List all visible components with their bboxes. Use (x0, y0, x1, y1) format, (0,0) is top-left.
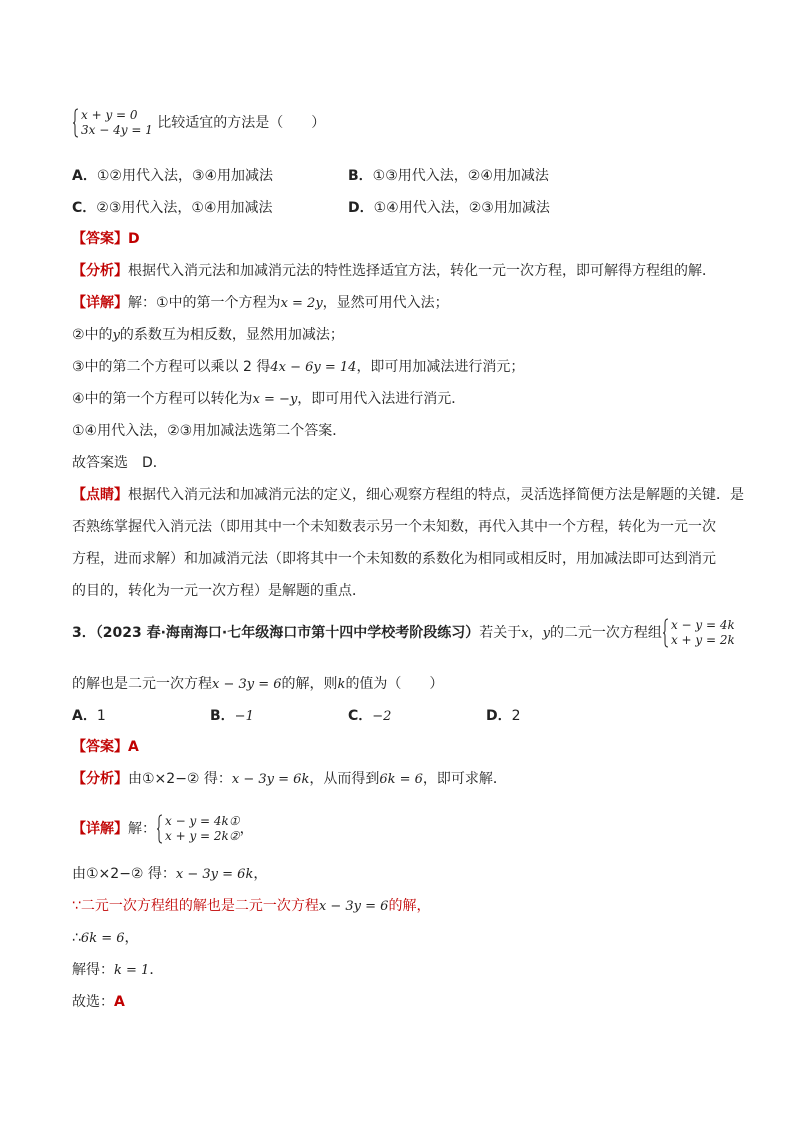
brace-icon (156, 814, 163, 844)
q2-detail-line4: ④中的第一个方程可以转化为x = −y，即可用代入法进行消元． (72, 391, 466, 407)
q2-detail-line2: ②中的y的系数互为相反数，显然用加减法； (72, 327, 344, 343)
q3-stem-line1: 3．（2023 春·海南海口·七年级海口市第十四中学校考阶段练习）若关于x，y的二元一次方程组 x − y = 4k x + y = 2k (72, 618, 735, 647)
q2-comment-line2: 否熟练掌握代入消元法（即用其中一个未知数表示另一个未知数，再代入其中一个方程，转化为一元一次 (72, 519, 716, 535)
q2-comment-line4: 的目的，转化为一元一次方程）是解题的重点． (72, 583, 366, 599)
q3-eq2: x + y = 2k (670, 633, 735, 647)
q2-comment-line3: 方程，进而求解）和加减消元法（即将其中一个未知数的系数化为相同或相反时，用加减法即可达到消元 (72, 551, 716, 567)
q2-equation-system (72, 108, 153, 138)
q3-detail-line2: 由①×2−② 得：x − 3y = 6k， (72, 866, 268, 882)
q3-detail-line5: 解得：k = 1． (72, 962, 164, 978)
q2-answer: 【答案】D (72, 231, 140, 247)
q3-option-a[interactable]: A．1 (72, 708, 106, 724)
q2-stem-line (72, 108, 325, 138)
q3-number: 3． (72, 625, 96, 641)
q3-detail-line6: 故选：A (72, 994, 125, 1010)
q3-detail-system: x − y = 4k① x + y = 2k② (156, 814, 240, 844)
q3-analysis: 【分析】由①×2−② 得：x − 3y = 6k，从而得到6k = 6，即可求解． (72, 771, 507, 787)
q3-equation-system (662, 618, 735, 648)
q2-eq2: 3x − 4y = 1 (81, 123, 153, 137)
q3-detail-line4: ∴6k = 6， (72, 930, 139, 946)
q2-analysis: 【分析】根据代入消元法和加减消元法的特性选择适宜方法，转化一元一次方程，即可解得方程组的解． (72, 263, 716, 279)
q2-detail-line5: ①④用代入法，②③用加减法选第二个答案． (72, 423, 347, 439)
q2-option-d[interactable]: D．①④用代入法，②③用加减法 (348, 200, 550, 216)
q2-detail-line6: 故答案选 D． (72, 455, 167, 471)
q2-detail-line3: ③中的第二个方程可以乘以 2 得4x − 6y = 14，即可用加减法进行消元； (72, 359, 525, 375)
brace-icon (72, 108, 79, 138)
q3-detail-line1: 【详解】解： x − y = 4k① x + y = 2k② ， (72, 814, 254, 843)
q2-option-c[interactable]: C．②③用代入法，①④用加减法 (72, 200, 273, 216)
q2-detail-line1: 【详解】解：①中的第一个方程为x = 2y，显然可用代入法； (72, 295, 449, 311)
q2-eq1: x + y = 0 (81, 108, 138, 122)
q2-comment-line1: 【点睛】根据代入消元法和加减消元法的定义，细心观察方程组的特点，灵活选择简便方法是解题的关键．是 (72, 487, 744, 503)
brace-icon (662, 618, 669, 648)
q3-option-c[interactable]: C．−2 (348, 708, 392, 724)
q2-stem-text: 比较适宜的方法是（ ） (157, 115, 326, 131)
q3-option-d[interactable]: D．2 (486, 708, 521, 724)
q3-source: （2023 春·海南海口·七年级海口市第十四中学校考阶段练习） (95, 625, 480, 641)
q3-option-b[interactable]: B．−1 (210, 708, 254, 724)
q3-eq1: x − y = 4k (670, 618, 735, 632)
q3-stem-line2: 的解也是二元一次方程x − 3y = 6的解，则k的值为（ ） (72, 676, 444, 692)
q2-option-a[interactable]: A．①②用代入法，③④用加减法 (72, 168, 274, 184)
q3-detail-line3: ∵二元一次方程组的解也是二元一次方程x − 3y = 6的解， (72, 898, 431, 914)
q2-option-b[interactable]: B．①③用代入法，②④用加减法 (348, 168, 549, 184)
q3-answer: 【答案】A (72, 739, 139, 755)
